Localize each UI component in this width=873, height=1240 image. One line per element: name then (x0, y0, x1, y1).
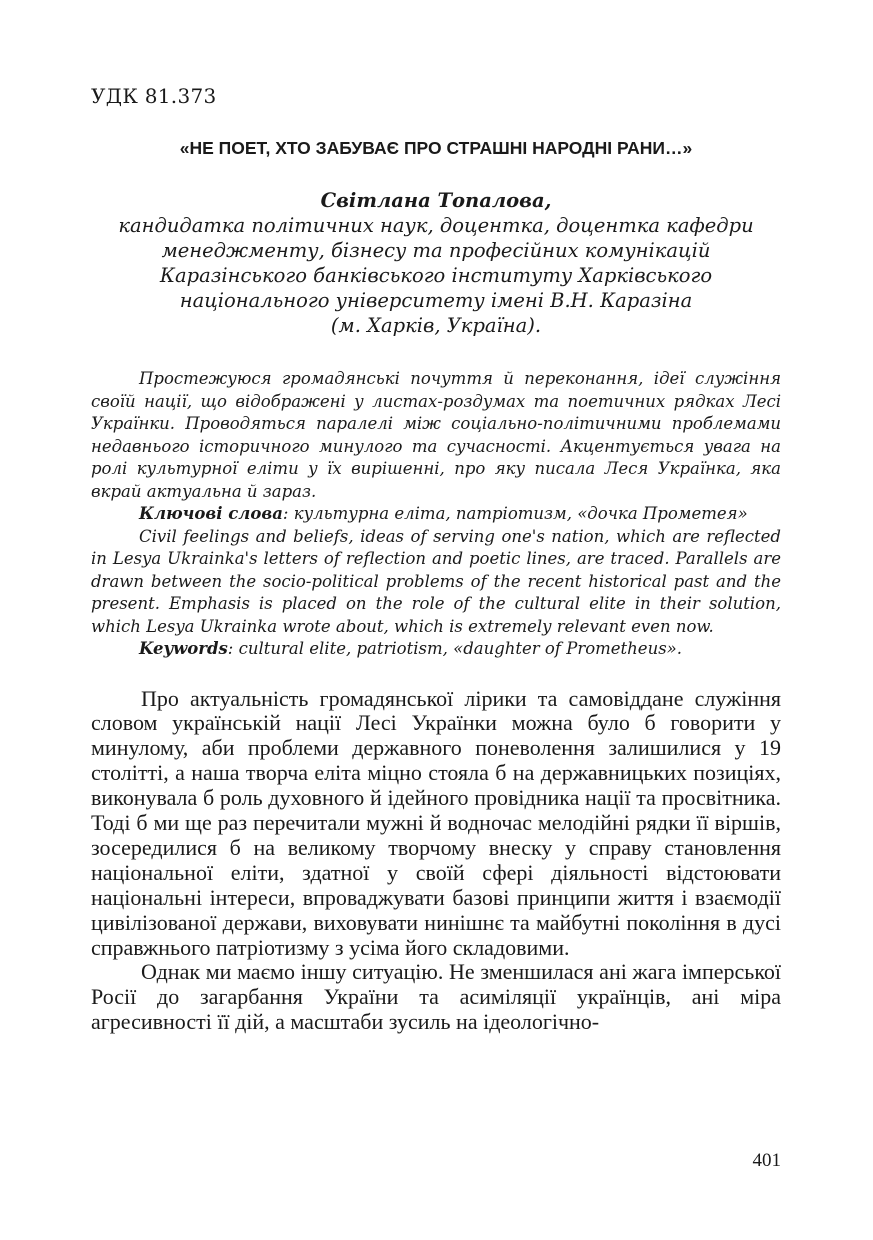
body-paragraph: Однак ми маємо іншу ситуацію. Не зменшилася ані жага імперської Росії до загарбання України та асиміляції українців, ані міра агресивності її дій, а масштаби зусиль на ідеологічно- (91, 959, 781, 1035)
page-number: 401 (752, 1150, 781, 1171)
article-body (91, 687, 781, 1036)
keywords-label: Ключові слова (139, 504, 283, 523)
abstract-section (91, 368, 781, 661)
udk-code: УДК 81.373 (91, 84, 217, 108)
author-affiliation-line: кандидатка політичних наук, доцентка, доцентка кафедри (118, 214, 754, 237)
author-block (91, 188, 781, 338)
keywords-ukrainian (91, 503, 781, 526)
author-affiliation-line: менеджменту, бізнесу та професійних комунікацій (161, 239, 711, 262)
keywords-label: Keywords (139, 639, 228, 658)
author-affiliation-line: Каразінського банківського інституту Харківського (159, 264, 713, 287)
article-title: «НЕ ПОЕТ, ХТО ЗАБУВАЄ ПРО СТРАШНІ НАРОДНІ РАНИ…» (179, 138, 693, 158)
abstract-ukrainian: Простежуюся громадянські почуття й переконання, ідеї служіння своїй нації, що відображені у листах-роздумах та поетичних рядках Лесі Українки. Проводяться паралелі між соціально-політичними проблемами недавнього історичного минулого та сучасності. Акцентується увага на ролі культурної еліти у їх вирішенні, про яку писала Леся Українка, яка вкрай актуальна й зараз. (91, 369, 781, 501)
keywords-english (91, 638, 781, 661)
author-affiliation-line: національного університету імені В.Н. Каразіна (179, 289, 693, 312)
abstract-english: Civil feelings and beliefs, ideas of serving one's nation, which are reflected in Lesya Ukrainka's letters of reflection and poetic lines, are traced. Parallels are drawn between the socio-political problems of the recent historical past and the present. Emphasis is placed on the role of the cultural elite in their solution, which Lesya Ukrainka wrote about, which is extremely relevant even now. (91, 526, 781, 636)
keywords-list: : cultural elite, patriotism, «daughter of Prometheus». (227, 639, 683, 658)
author-affiliation-line: (м. Харків, Україна). (330, 314, 542, 337)
page-content (91, 80, 781, 1035)
author-name: Світлана Топалова, (320, 189, 552, 212)
body-paragraph: Про актуальність громадянської лірики та самовіддане служіння словом українській нації Лесі Українки можна було б говорити у минулому, аби проблеми державного поневолення залишилися у 19 столітті, а наша творча еліта міцно стояла б на державницьких позиціях, виконувала б роль духовного й ідейного провідника нації та просвітника. Тоді б ми ще раз перечитали мужні й водночас мелодійні рядки її віршів, зосередилися б на великому творчому внеску у справу становлення національної еліти, здатної у своїй сфері діяльності відстоювати національні інтереси, впроваджувати базові принципи життя і взаємодії цивілізованої держави, виховувати нинішнє та майбутні покоління в дусі справжнього патріотизму з усіма його складовими. (91, 685, 781, 960)
keywords-list: : культурна еліта, патріотизм, «дочка Прометея» (282, 504, 748, 523)
